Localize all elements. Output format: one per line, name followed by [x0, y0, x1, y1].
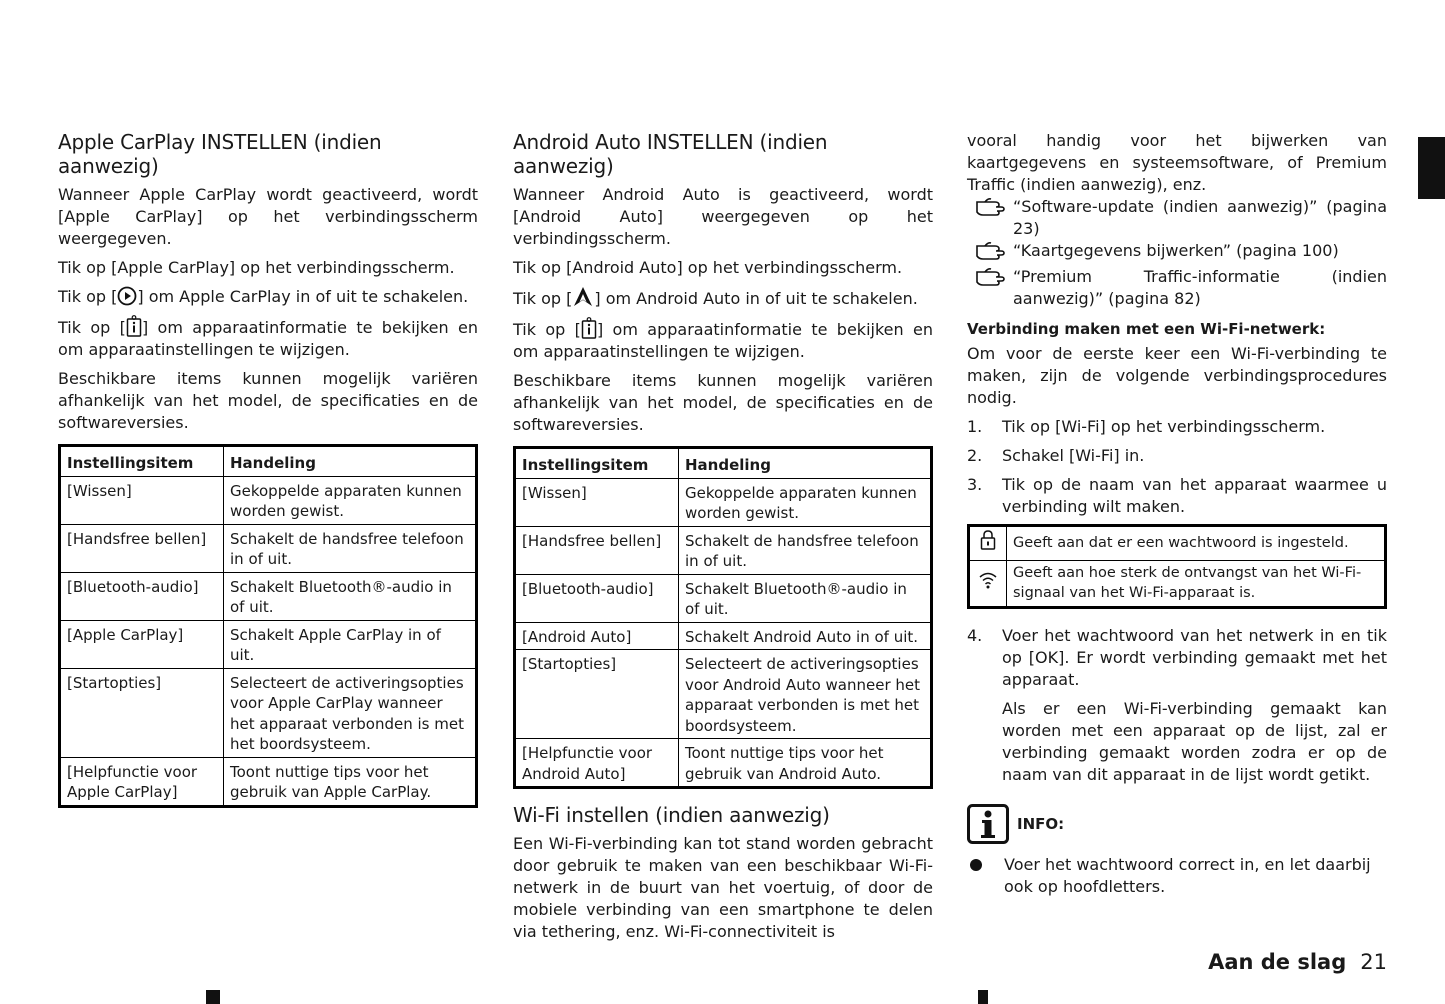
- step-text: Als er een Wi-Fi-verbinding gemaakt kan worden met een apparaat op de lijst, zal er verbinding gemaakt worden zodra er op de naam van dit apparaat in de lijst wordt getikt.: [1002, 698, 1387, 784]
- column-wifi: [967, 130, 1387, 898]
- step-text: Voer het wachtwoord van het netwerk in en tik op [OK]. Er wordt verbinding gemaakt met het apparaat.: [1002, 625, 1387, 689]
- info-label: INFO:: [1017, 814, 1065, 833]
- reference-item: [967, 266, 1387, 310]
- table-row: [60, 476, 477, 524]
- setting-item: [Startopties]: [515, 650, 679, 739]
- list-item: [967, 698, 1387, 786]
- setting-item: [Bluetooth-audio]: [515, 574, 679, 622]
- setting-item: [Helpfunctie voor Apple CarPlay]: [60, 757, 224, 806]
- wifi-heading: Wi-Fi instellen (indien aanwezig): [513, 803, 830, 827]
- text-part: ] om Apple CarPlay in of uit te schakelen.: [137, 287, 469, 306]
- setting-item: [Android Auto]: [515, 622, 679, 650]
- text-part: ] om apparaatinformatie te bekijken en om apparaatinstellingen te wijzigen.: [58, 318, 479, 359]
- setting-item: [Handsfree bellen]: [60, 524, 224, 572]
- bullet-dot: [967, 854, 1004, 898]
- table-row: [515, 622, 932, 650]
- wifi-intro-continued: vooral handig voor het bijwerken van kaartgegevens en systeemsoftware, of Premium Traffic (indien aanwezig), enz.: [967, 131, 1387, 194]
- pointing-hand-icon: [967, 240, 1013, 266]
- column-apple-carplay: [58, 130, 478, 808]
- wifi-icon-legend-table: [967, 524, 1387, 609]
- pointing-hand-icon: [967, 196, 1013, 240]
- apple-carplay-info-instruction: [58, 315, 478, 361]
- step-number: 2.: [967, 446, 983, 465]
- setting-action: Toont nuttige tips voor het gebruik van Android Auto.: [679, 739, 932, 788]
- list-item: [967, 625, 1387, 691]
- setting-action: Schakelt Android Auto in of uit.: [679, 622, 932, 650]
- android-auto-tap-connection: Tik op [Android Auto] op het verbindingsscherm.: [513, 258, 903, 277]
- android-auto-heading: Android Auto INSTELLEN (indien aanwezig): [513, 130, 828, 178]
- apple-carplay-toggle-instruction: [58, 286, 478, 308]
- section-name: Aan de slag: [1208, 950, 1347, 974]
- setting-action: Schakelt Bluetooth®-audio in of uit.: [679, 574, 932, 622]
- wifi-steps-continued: [967, 625, 1387, 786]
- wifi-steps: [967, 416, 1387, 518]
- reference-item: [967, 240, 1387, 266]
- setting-item: [Startopties]: [60, 668, 224, 757]
- table-row: [60, 620, 477, 668]
- text-part: Tik op [: [513, 289, 573, 308]
- column-header: Instellingsitem: [60, 446, 224, 477]
- table-row: [969, 526, 1386, 561]
- step-number: 1.: [967, 417, 983, 436]
- setting-action: Schakelt Bluetooth®-audio in of uit.: [224, 572, 477, 620]
- reference-text: “Kaartgegevens bijwerken” (pagina 100): [1013, 241, 1339, 260]
- legend-text: Geeft aan hoe sterk de ontvangst van het Wi-Fi-signaal van het Wi-Fi-apparaat is.: [1007, 560, 1386, 607]
- android-auto-availability-note: Beschikbare items kunnen mogelijk variëren afhankelijk van het model, de specificaties en de softwareversies.: [513, 371, 933, 434]
- table-header-row: [60, 446, 477, 477]
- setting-item: [Helpfunctie voor Android Auto]: [515, 739, 679, 788]
- info-bullet: [967, 854, 1387, 898]
- apple-carplay-intro: Wanneer Apple CarPlay wordt geactiveerd, wordt [Apple CarPlay] op het verbindingsscherm weergegeven.: [58, 185, 478, 248]
- device-info-icon: [581, 317, 597, 339]
- wifi-connect-subheading: Verbinding maken met een Wi-Fi-netwerk:: [967, 320, 1326, 338]
- setting-action: Selecteert de activeringsopties voor Android Auto wanneer het apparaat verbonden is met het boordsysteem.: [679, 650, 932, 739]
- apple-carplay-heading: Apple CarPlay INSTELLEN (indien aanwezig): [58, 130, 382, 178]
- table-row: [60, 668, 477, 757]
- reference-text: “Software-update (indien aanwezig)” (pagina 23): [1013, 197, 1387, 238]
- list-item: [967, 474, 1387, 518]
- wifi-connect-intro: Om voor de eerste keer een Wi-Fi-verbinding te maken, zijn de volgende verbindingsprocedures nodig.: [967, 344, 1387, 407]
- setting-item: [Wissen]: [60, 476, 224, 524]
- column-header: Instellingsitem: [515, 448, 679, 479]
- table-row: [515, 574, 932, 622]
- step-text: Schakel [Wi-Fi] in.: [1002, 446, 1145, 465]
- setting-item: [Wissen]: [515, 478, 679, 526]
- play-circle-icon: [117, 286, 137, 306]
- setting-action: Toont nuttige tips voor het gebruik van Apple CarPlay.: [224, 757, 477, 806]
- column-android-auto: [513, 130, 933, 950]
- text-part: Tik op [: [58, 287, 118, 306]
- reference-item: [967, 196, 1387, 240]
- apple-carplay-settings-table: [58, 444, 478, 808]
- apple-carplay-availability-note: Beschikbare items kunnen mogelijk variëren afhankelijk van het model, de specificaties en de softwareversies.: [58, 369, 478, 432]
- info-header: [967, 804, 1387, 844]
- section-tab-marker: [1418, 137, 1445, 199]
- table-row: [60, 572, 477, 620]
- step-number: 4.: [967, 625, 983, 645]
- list-item: [967, 416, 1387, 438]
- wifi-intro: Een Wi-Fi-verbinding kan tot stand worden gebracht door gebruik te maken van een beschikbaar Wi-Fi-netwerk in de buurt van het voertuig, of door de mobiele verbinding van een smartphone te delen via tethering, enz. Wi-Fi-connectiviteit is: [513, 834, 933, 941]
- text-part: Tik op [: [513, 320, 581, 339]
- column-header: Handeling: [679, 448, 932, 479]
- table-row: [515, 526, 932, 574]
- wifi-signal-icon: [969, 560, 1007, 607]
- android-auto-info-instruction: [513, 317, 933, 363]
- device-info-icon: [126, 315, 142, 337]
- setting-item: [Bluetooth-audio]: [60, 572, 224, 620]
- android-auto-settings-table: [513, 446, 933, 789]
- table-row: [969, 560, 1386, 607]
- legend-text: Geeft aan dat er een wachtwoord is ingesteld.: [1007, 526, 1386, 561]
- setting-action: Gekoppelde apparaten kunnen worden gewist.: [224, 476, 477, 524]
- apple-carplay-tap-connection: Tik op [Apple CarPlay] op het verbindingsscherm.: [58, 258, 455, 277]
- info-icon: [967, 804, 1009, 844]
- setting-item: [Handsfree bellen]: [515, 526, 679, 574]
- bullet-text: Voer het wachtwoord correct in, en let daarbij ook op hoofdletters.: [1004, 854, 1371, 896]
- crop-mark: [978, 990, 988, 1004]
- table-row: [60, 524, 477, 572]
- step-text: Tik op de naam van het apparaat waarmee u verbinding wilt maken.: [1002, 475, 1387, 516]
- table-header-row: [515, 448, 932, 479]
- android-auto-icon: [572, 286, 594, 308]
- setting-item: [Apple CarPlay]: [60, 620, 224, 668]
- list-item: [967, 445, 1387, 467]
- setting-action: Schakelt de handsfree telefoon in of uit.: [679, 526, 932, 574]
- table-row: [515, 650, 932, 739]
- setting-action: Schakelt Apple CarPlay in of uit.: [224, 620, 477, 668]
- step-indent: [967, 698, 1002, 786]
- reference-text: “Premium Traffic-informatie (indien aanwezig)” (pagina 82): [1013, 267, 1387, 308]
- table-row: [515, 478, 932, 526]
- text-part: Tik op [: [58, 318, 126, 337]
- text-part: ] om apparaatinformatie te bekijken en om apparaatinstellingen te wijzigen.: [513, 320, 934, 361]
- pointing-hand-icon: [967, 266, 1013, 310]
- setting-action: Gekoppelde apparaten kunnen worden gewist.: [679, 478, 932, 526]
- text-part: ] om Android Auto in of uit te schakelen.: [594, 289, 918, 308]
- android-auto-intro: Wanneer Android Auto is geactiveerd, wordt [Android Auto] weergegeven op het verbindingsscherm.: [513, 185, 933, 248]
- page-footer: [1208, 950, 1387, 974]
- step-number: 3.: [967, 475, 983, 494]
- android-auto-toggle-instruction: [513, 286, 933, 310]
- step-text: Tik op [Wi-Fi] op het verbindingsscherm.: [1002, 417, 1326, 436]
- crop-mark: [206, 990, 220, 1004]
- table-row: [60, 757, 477, 806]
- lock-icon: [969, 526, 1007, 561]
- setting-action: Schakelt de handsfree telefoon in of uit.: [224, 524, 477, 572]
- table-row: [515, 739, 932, 788]
- page-number: 21: [1360, 950, 1387, 974]
- setting-action: Selecteert de activeringsopties voor Apple CarPlay wanneer het apparaat verbonden is met het boordsysteem.: [224, 668, 477, 757]
- column-header: Handeling: [224, 446, 477, 477]
